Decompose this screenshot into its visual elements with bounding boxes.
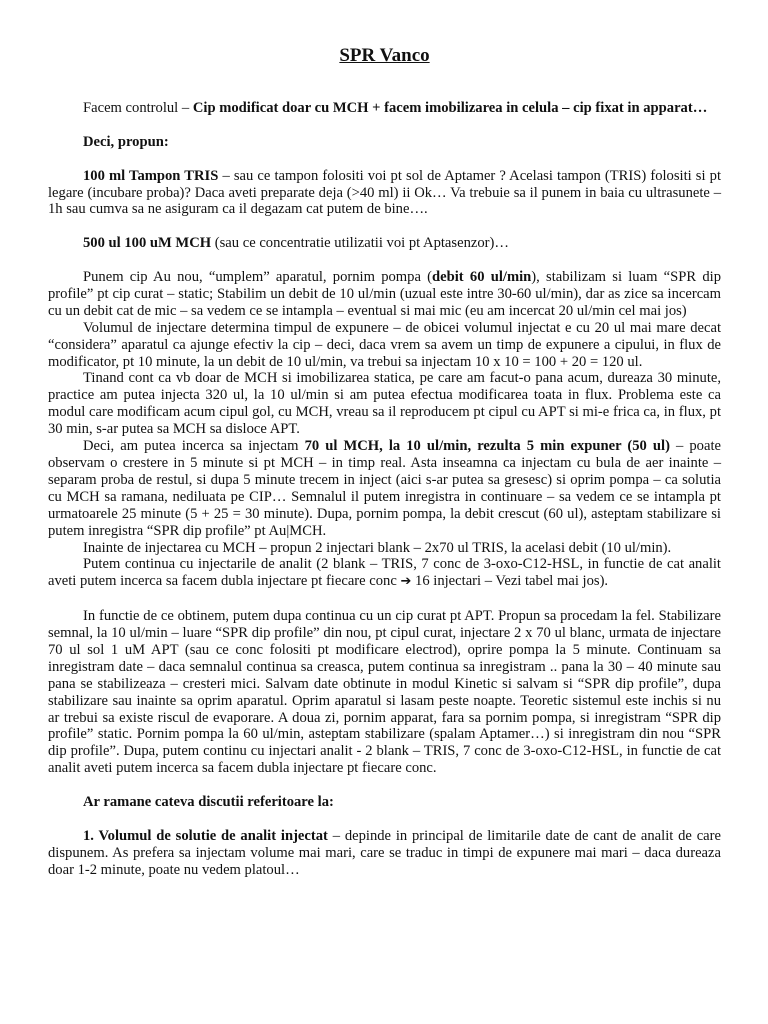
paragraph-analyte-volume [48,828,721,879]
text-run: Deci, am putea incerca sa injectam [83,438,305,455]
document-body [48,44,721,879]
bold-text: 70 ul MCH, la 10 ul/min, rezulta 5 min expuner (50 ul) [304,438,670,455]
bold-text: 500 ul 100 uM MCH [83,235,212,252]
bold-text: Deci, propun: [83,133,169,150]
text-run: (sau ce concentratie utilizatii voi pt Aptasenzor)… [211,235,509,252]
bold-text: Ar ramane cateva discutii referitoare la: [83,794,334,811]
document-title: SPR Vanco [339,45,430,66]
text-run: – sau ce tampon folositi voi pt sol de Aptamer ? Acelasi tampon (TRIS) folositi si pt legare (incubare proba)? Daca aveti preparate deja (>40 ml) ii Ok… Va trebuie sa il punem in baia cu ultrasunete – 1h sau cumva sa ne asiguram ca il degazam cat putem de bine…. [48,167,721,218]
paragraph-inject-mch [48,438,721,539]
paragraph-blank-injections: Inainte de injectarea cu MCH – propun 2 injectari blank – 2x70 ul TRIS, la acelasi debit (10 ul/min). [83,539,672,556]
text-run: – poate observam o crestere in 5 minute si pt MCH – in timp real. Asta inseamna ca injectam cu bula de aer inainte – separam proba de restul, si dupa 5 minute trecem in inject (aici s-ar putea sa gresesc) si oprim pompa – ca solutia cu MCH sa ramana, nediluata pe CIP… Semnalul il putem inregistra in continuare – sa vedem ce se intampla pt urmatoarele 25 minute (5 + 25 = 30 minute). Dupa, pornim pompa, la debit crescut (60 ul), asteptam stabilizare si putem inregistra “SPR dip profile” pt Au|MCH. [48,438,721,539]
paragraph-discussion-heading [48,794,721,811]
text-run: ), stabilizam si luam “SPR dip profile” pt cip curat – static; Stabilim un debit de 10 ul/min (uzual este intre 30-60 ul/min), dar as zice sa incercam cu un debit cat de mic – sa vedem ce se intampla – eventual si mai mic (eu am incercat 20 ul/min cel mai jos) [48,269,721,319]
bold-text: debit 60 ul/min [432,269,532,285]
paragraph-chip-setup [48,269,721,320]
text-run: – depinde in principal de limitarile date de cant de analit de care dispunem. As prefera sa injectam volume mai mari, care se traduc in timpi de expunere mai mari – daca dureaza doar 1-2 minute, poate nu vedem platoul… [48,827,721,878]
text-run: 16 injectari – Vezi tabel mai jos). [411,573,609,590]
paragraph-apt-procedure: In functie de ce obtinem, putem dupa continua cu un cip curat pt APT. Propun sa procedam la fel. Stabilizare semnal, la 10 ul/min – luare “SPR dip profile” din nou, pt cipul curat, injectare 2 x 70 ul blanc, urmata de injectare 70 ul sol 1 uM APT (sau ce conc folositi pt modificare electrod), oprire pompa la 5 minute. Continuam sa inregistram date – daca semnalul continua sa creasca, putem continua sa inregistram .. pana la 30 – 40 minute sau pana se stabilizeaza – cresteri mici. Salvam date obtinute in modul Kinetic si salvam si “SPR dip profile”, dupa stabilizare sau inainte sa oprim aparatul. Oprim aparatul si lasam peste noapte. Teoretic sistemul este inchis si nu ar trebui sa existe riscul de evaporare. A doua zi, pornim apparat, fara sa pornim pompa, si inregistram “SPR dip profile” static. Pornim pompa la 60 ul/min, asteptam stabilizare (spalam Aptamer…) si inregistram din nou “SPR dip profile”. Dupa, putem continu cu injectari analit - 2 blank – TRIS, 7 conc de 3-oxo-C12-HSL, in functie de cat analit aveti putem incerca sa facem dubla injectare pt fiecare conc. [48,608,721,777]
paragraph-propose [48,134,721,151]
right-arrow-icon: ➔ [400,574,412,590]
paragraph-injection-volume: Volumul de injectare determina timpul de expunere – de obicei volumul injectat e cu 20 ul mai mare decat “considera” aparatul ca ajunge efectiv la cip – deci, daca vrem sa avem un timp de expunere a cipului, in flux de modificator, pt 10 minute, la un debit de 10 ul/min, va trebui sa injectam 10 x 10 = 100 + 20 = 120 ul. [48,319,721,370]
paragraph-control [48,100,721,117]
text-run: Facem controlul – [83,100,193,116]
paragraph-mch [48,235,721,252]
paragraph-analyte-injections [48,556,721,591]
bold-text: Cip modificat doar cu MCH + facem imobilizarea in celula – cip fixat in apparat… [192,100,708,116]
paragraph-static-immobilization: Tinand cont ca vb doar de MCH si imobilizarea statica, pe care am facut-o pana acum, dureaza 30 minute, practice am putea injecta 320 ul, la 10 ul/min si am putea efectua modificarea toata in flux. Problema este ca modul care modificam acum cipul gol, cu MCH, vreau sa il reproducem pt cipul cu APT si mi-e frica ca, in flux, pt 30 min, s-ar putea sa MCH sa disloce APT. [48,370,721,438]
paragraph-tris-buffer [48,168,721,219]
bold-text: 100 ml Tampon TRIS [83,167,219,184]
text-run: Putem continua cu injectarile de analit (2 blank – TRIS, 7 conc de 3-oxo-C12-HSL, in functie de cat analit aveti putem incerca sa facem dubla injectare pt fiecare conc [48,556,721,590]
bold-text: 1. Volumul de solutie de analit injectat [83,827,328,844]
text-run: Punem cip Au nou, “umplem” aparatul, pornim pompa ( [83,269,433,285]
